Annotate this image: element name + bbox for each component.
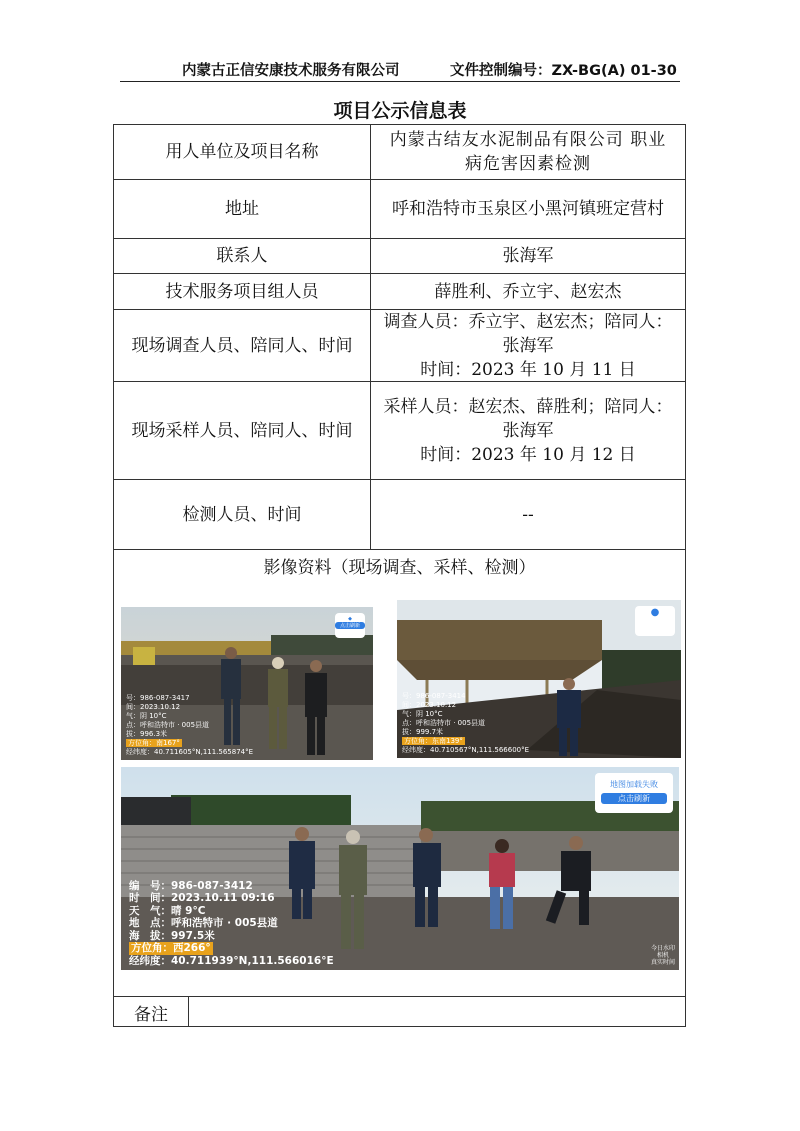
media-section-label: 影像资料（现场调查、采样、检测）: [263, 558, 536, 578]
value-line: 病危害因素检测: [465, 154, 591, 174]
stamp-weather: 气：阴 10°C: [402, 710, 443, 718]
map-widget: [635, 606, 675, 636]
photo-2-stamp: [402, 692, 529, 755]
stamp-direction: 方位角：南167°: [128, 739, 180, 747]
value-line: 内蒙古结友水泥制品有限公司 职业: [389, 130, 667, 150]
stamp-id: 986-087-3412: [171, 879, 253, 892]
stamp-id-label: 编 号：: [129, 879, 171, 892]
stamp-coords-label: 经纬度：: [129, 954, 171, 967]
info-table: [113, 124, 686, 1027]
stamp-id: 号：986-087-3414: [402, 692, 466, 700]
site-photo-1: [121, 607, 373, 760]
value-line: 调查人员：乔立宇、赵宏杰；陪同人：: [383, 311, 673, 332]
label-survey: 现场调查人员、陪同人、时间: [131, 335, 353, 356]
photo-1-stamp: [126, 694, 253, 757]
watermark-line: 真实时间: [650, 959, 675, 966]
value-line: 张海军: [502, 420, 554, 441]
stamp-altitude: 拔：996.3米: [126, 730, 168, 738]
value-line: 张海军: [502, 335, 554, 356]
stamp-altitude: 拔：999.7米: [402, 728, 444, 736]
stamp-place: 呼和浩特市 · 005县道: [171, 917, 278, 929]
stamp-weather-label: 天 气：: [129, 904, 171, 917]
stamp-direction-label: 方位角：: [131, 942, 173, 954]
map-widget: [335, 613, 365, 638]
map-load-failed-label: 地图加载失败: [610, 780, 658, 789]
watermark-line: 今日水印: [650, 945, 675, 952]
stamp-place: 点：呼和浩特市 · 005县道: [126, 721, 210, 729]
refresh-button[interactable]: 点击刷新: [601, 793, 667, 804]
stamp-direction: 西266°: [173, 942, 211, 954]
stamp-date: 2023.10.11 09:16: [171, 892, 275, 904]
stamp-weather: 气：阴 10°C: [126, 712, 167, 720]
watermark-logo: [651, 945, 675, 966]
stamp-place-label: 地 点：: [129, 917, 171, 929]
label-team: 技术服务项目组人员: [165, 281, 319, 302]
value-sampling: [371, 382, 685, 479]
value-line: 采样人员：赵宏杰、薛胜利；陪同人：: [383, 396, 673, 417]
value-testing: --: [522, 504, 534, 525]
label-sampling: 现场采样人员、陪同人、时间: [131, 420, 353, 441]
stamp-coords: 经纬度：40.711605°N,111.565874°E: [126, 748, 254, 756]
map-pin-icon: ◆: [348, 616, 352, 622]
remarks-value: [190, 997, 684, 1028]
site-photo-2: [397, 600, 681, 758]
label-testing: 检测人员、时间: [182, 504, 302, 525]
company-name: 内蒙古正信安康技术服务有限公司: [182, 63, 400, 79]
value-survey: [371, 310, 685, 381]
value-contact: 张海军: [502, 246, 554, 266]
site-photo-3: [121, 767, 679, 970]
value-address: 呼和浩特市玉泉区小黑河镇班定营村: [392, 199, 664, 219]
stamp-date: 间：2023.10.12: [402, 701, 457, 709]
stamp-altitude-label: 海 拔：: [129, 929, 171, 942]
label-contact: 联系人: [216, 246, 268, 266]
location-pin-icon: ●: [650, 607, 660, 618]
stamp-coords: 经纬度：40.710567°N,111.566600°E: [402, 746, 530, 754]
value-line: 时间：2023 年 10 月 11 日: [420, 359, 636, 380]
photo-3-stamp: [129, 880, 334, 968]
stamp-direction: 方位角：东南139°: [404, 737, 463, 745]
stamp-date-label: 时 间：: [129, 892, 171, 904]
document-control-number: 文件控制编号：ZX-BG(A) 01-30: [450, 63, 677, 79]
value-line: 时间：2023 年 10 月 12 日: [420, 444, 636, 465]
value-team: 薛胜利、乔立宇、赵宏杰: [434, 281, 622, 302]
stamp-coords: 40.711939°N,111.566016°E: [171, 954, 334, 967]
stamp-weather: 晴 9°C: [171, 904, 206, 917]
stamp-id: 号：986-087-3417: [126, 694, 190, 702]
stamp-altitude: 997.5米: [171, 929, 215, 942]
map-widget: [595, 773, 673, 813]
remarks-label: 备注: [134, 1005, 168, 1025]
label-employer-project: 用人单位及项目名称: [165, 142, 319, 162]
value-employer-project: [371, 125, 685, 179]
label-address: 地址: [225, 199, 259, 219]
stamp-place: 点：呼和浩特市 · 005县道: [402, 719, 486, 727]
watermark-line: 相机: [656, 952, 669, 959]
page-header: [120, 57, 680, 82]
refresh-button[interactable]: 点击刷新: [335, 622, 365, 629]
stamp-date: 间：2023.10.12: [126, 703, 181, 711]
page-title: 项目公示信息表: [333, 100, 467, 122]
